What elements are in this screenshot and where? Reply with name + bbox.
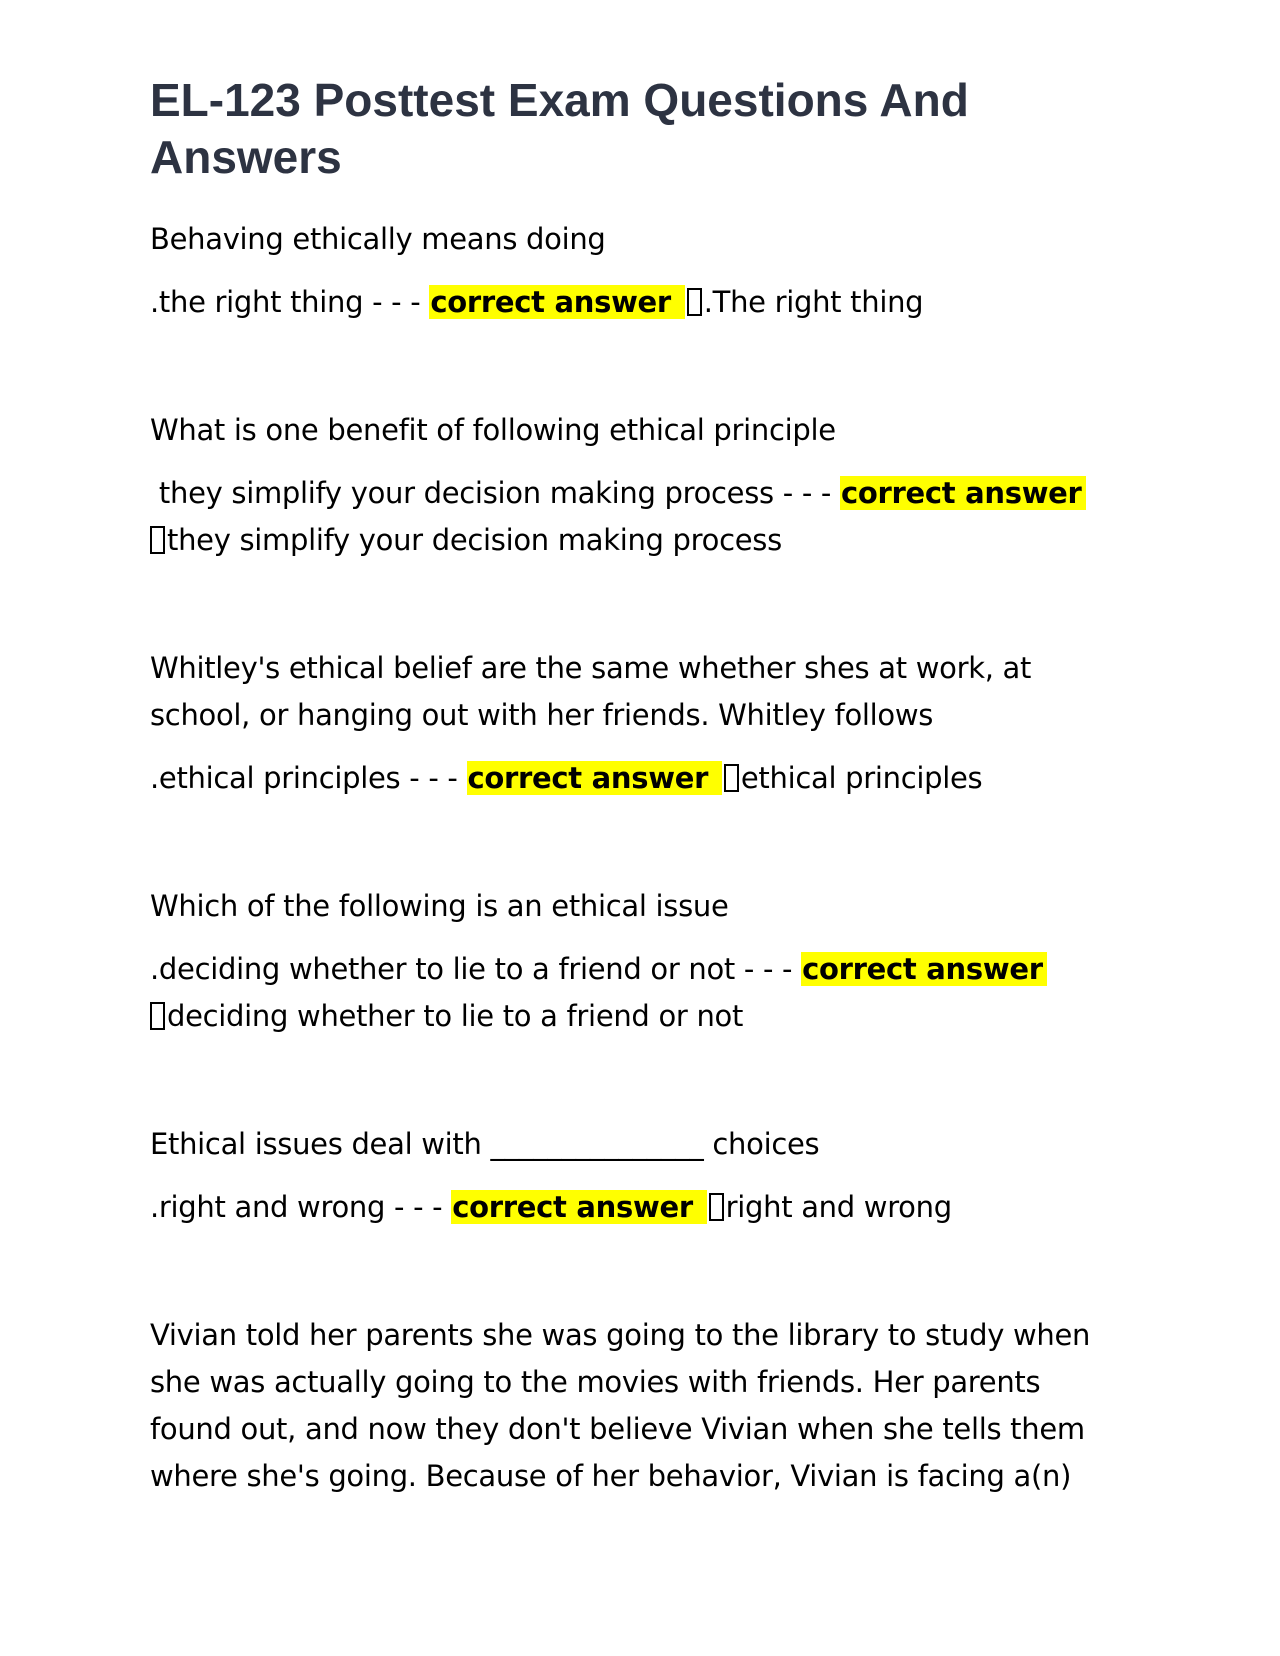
- answer-prefix: .right and wrong - - -: [150, 1190, 452, 1224]
- qa-item: [150, 216, 1130, 326]
- answer-prefix: .ethical principles - - -: [150, 761, 467, 795]
- qa-item: [150, 1312, 1130, 1500]
- qa-item: [150, 645, 1130, 802]
- missing-glyph-icon: [150, 1002, 165, 1030]
- document-page: [150, 72, 1130, 1500]
- missing-glyph-icon: [709, 1193, 724, 1221]
- qa-item: [150, 407, 1130, 564]
- answer-suffix: .The right thing: [703, 285, 924, 319]
- question-text: Vivian told her parents she was going to the library to study when she was actually going to the movies with friends. Her parents found out, and now they don't believe Vivian when she tells them where she's going. Because of her behavior, Vivian is facing a(n): [150, 1318, 1091, 1493]
- missing-glyph-icon: [687, 288, 702, 316]
- answer-prefix: .the right thing - - -: [150, 285, 430, 319]
- answer-prefix: .deciding whether to lie to a friend or not - - -: [150, 952, 802, 986]
- question-text: Ethical issues deal with _______________ choices: [150, 1127, 820, 1161]
- answer-line: [150, 755, 1130, 802]
- document-title: EL-123 Posttest Exam Questions And Answers: [150, 74, 969, 183]
- correct-answer-highlight: correct answer: [429, 285, 684, 319]
- correct-answer-highlight: correct answer: [467, 761, 722, 795]
- answer-line: [150, 279, 1130, 326]
- correct-answer-highlight: correct answer: [451, 1190, 706, 1224]
- qa-item: [150, 1121, 1130, 1231]
- qa-item: [150, 883, 1130, 1040]
- missing-glyph-icon: [150, 526, 165, 554]
- question-text: Whitley's ethical belief are the same whether shes at work, at school, or hanging out with her friends. Whitley follows: [150, 651, 1032, 732]
- answer-line: [150, 470, 1130, 564]
- question-text: Which of the following is an ethical issue: [150, 889, 729, 923]
- answer-line: [150, 1184, 1130, 1231]
- correct-answer-highlight: correct answer: [801, 952, 1047, 986]
- missing-glyph-icon: [724, 764, 739, 792]
- answer-suffix: right and wrong: [725, 1190, 952, 1224]
- question-text: Behaving ethically means doing: [150, 222, 606, 256]
- answer-suffix: deciding whether to lie to a friend or not: [167, 999, 744, 1033]
- correct-answer-highlight: correct answer: [840, 476, 1086, 510]
- question-text: What is one benefit of following ethical principle: [150, 413, 836, 447]
- answer-suffix: ethical principles: [740, 761, 983, 795]
- answer-prefix: they simplify your decision making process - - -: [150, 476, 840, 510]
- answer-suffix: they simplify your decision making process: [167, 523, 782, 557]
- answer-line: [150, 946, 1130, 1040]
